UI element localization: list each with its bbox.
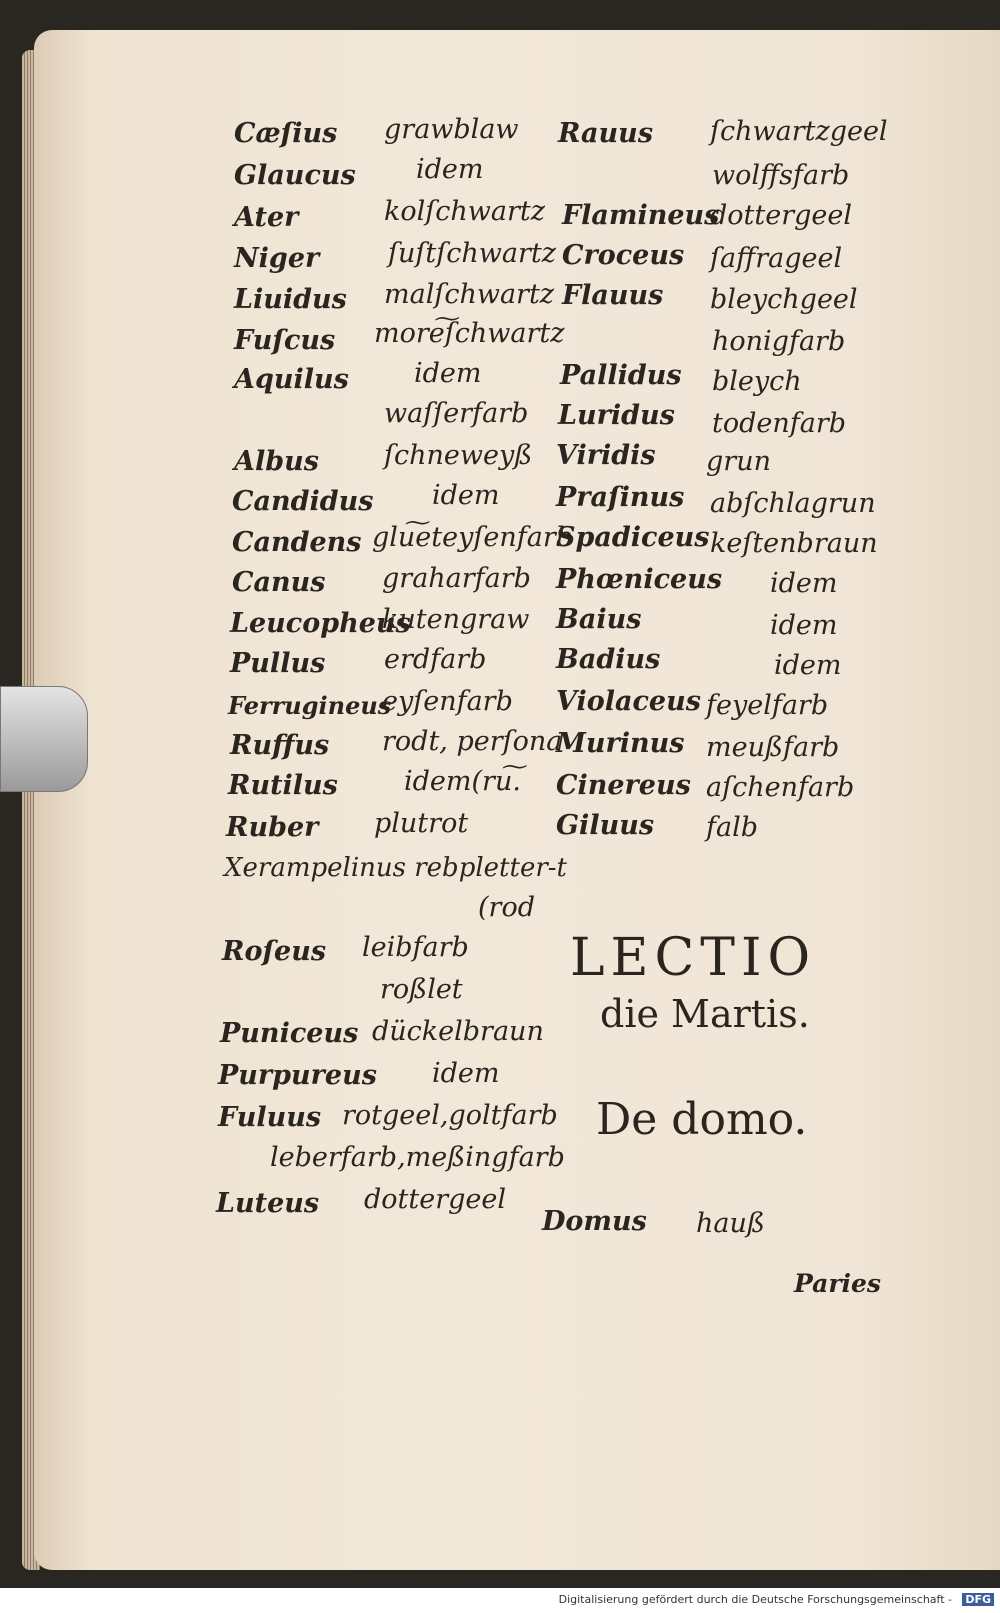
latin-word: Candens (232, 527, 362, 558)
german-word: ſchwartzgeel (710, 116, 888, 147)
german-word: idem (432, 480, 500, 511)
german-word: idem (770, 568, 838, 599)
dfg-logo-icon: DFG (962, 1593, 994, 1606)
german-word: ſaffrageel (710, 243, 843, 274)
latin-word: Liuidus (234, 284, 347, 315)
latin-word: Purpureus (218, 1060, 377, 1091)
german-word: malſchwartz (384, 279, 555, 310)
german-word: plutrot (374, 808, 469, 839)
german-word: kutengraw (382, 604, 530, 635)
latin-word: Cæſius (234, 118, 338, 149)
latin-word: Flauus (562, 280, 664, 311)
german-word: keſtenbraun (710, 528, 878, 559)
german-word: dückelbraun (372, 1016, 544, 1047)
latin-word: Glaucus (234, 160, 356, 191)
german-word: todenfarb (712, 408, 847, 439)
german-word: grun (706, 446, 771, 477)
latin-word: Murinus (556, 728, 685, 759)
german-word: erdfarb (384, 644, 487, 675)
german-word: honigfarb (712, 326, 846, 357)
latin-word: Cinereus (556, 770, 691, 801)
latin-word: Puniceus (220, 1018, 359, 1049)
german-word: falb (706, 812, 759, 843)
footer-text: Digitalisierung gefördert durch die Deutsche Forschungsgemeinschaft - (558, 1593, 952, 1606)
latin-word: Flamineus (562, 200, 720, 231)
german-word: graharfarb (382, 563, 531, 594)
german-word: leibfarb (362, 932, 469, 963)
latin-word: Pallidus (560, 360, 682, 391)
german-word: dottergeel (364, 1184, 507, 1215)
latin-word: Leucopheus (230, 608, 411, 639)
section-title: De domo. (596, 1094, 808, 1145)
latin-word: Violaceus (556, 686, 701, 717)
german-word: eyſenfarb (382, 686, 513, 717)
german-word: rotgeel,goltfarb (342, 1100, 558, 1131)
latin-word: Luteus (216, 1188, 320, 1219)
latin-word: Ruffus (230, 730, 330, 761)
german-word: roßlet (380, 974, 463, 1005)
german-word: rodt, perſona (382, 726, 563, 757)
bookmark-clip (0, 686, 88, 792)
german-word: kolſchwartz (384, 196, 545, 227)
german-word: idem (416, 154, 484, 185)
lectio-title: LECTIO (570, 928, 817, 988)
german-word: bleychgeel (710, 284, 858, 315)
latin-word: Viridis (556, 440, 656, 471)
german-word: abſchlagrun (710, 488, 876, 519)
latin-word: Albus (234, 446, 319, 477)
german-word: idem (414, 358, 482, 389)
lectio-subtitle: die Martis. (600, 992, 810, 1036)
german-word: idem(ru͠. (404, 766, 521, 797)
continuation-text: (rod (478, 892, 535, 923)
german-word: wolffsfarb (712, 160, 850, 191)
catchword: Paries (794, 1269, 881, 1298)
latin-word: Phœniceus (556, 564, 723, 595)
latin-word: Fuluus (218, 1102, 322, 1133)
german-word: ſchneweyß (384, 440, 533, 471)
latin-word: Rutilus (228, 770, 338, 801)
german-word: idem (432, 1058, 500, 1089)
latin-word: Aquilus (234, 364, 349, 395)
german-word: leberfarb,meßingfarb (270, 1142, 565, 1173)
latin-word: Luridus (558, 400, 675, 431)
german-word: more͠ſchwartz (374, 318, 565, 349)
latin-word: Ferrugineus (228, 691, 392, 720)
latin-word: Candidus (232, 486, 374, 517)
latin-word: Giluus (556, 810, 655, 841)
latin-word: Croceus (562, 240, 685, 271)
latin-word: Pullus (230, 648, 326, 679)
latin-word: Roſeus (222, 936, 327, 967)
digitization-footer (0, 1588, 1000, 1613)
german-word: hauß (696, 1208, 765, 1239)
german-word: dottergeel (710, 200, 853, 231)
latin-word: Ater (234, 202, 299, 233)
german-word: waſſerfarb (384, 398, 529, 429)
german-word: idem (770, 610, 838, 641)
latin-word: Baius (556, 604, 642, 635)
german-word: grawblaw (384, 114, 519, 145)
latin-word: Canus (232, 567, 326, 598)
german-word: bleych (712, 366, 802, 397)
xerampelinus-line: Xerampelinus rebpletter-t (224, 853, 567, 883)
german-word: glu͠eteyſenfarb (372, 522, 574, 553)
latin-word: Fuſcus (234, 325, 336, 356)
latin-word: Rauus (558, 118, 654, 149)
latin-word: Praſinus (556, 482, 685, 513)
latin-word: Spadiceus (556, 522, 710, 553)
latin-word: Niger (234, 243, 320, 274)
german-word: feyelfarb (706, 690, 829, 721)
german-word: idem (774, 650, 842, 681)
german-word: aſchenfarb (706, 772, 855, 803)
german-word: ſuſtſchwartz (388, 238, 556, 269)
latin-word: Domus (542, 1206, 647, 1237)
german-word: meußfarb (706, 732, 840, 763)
latin-word: Badius (556, 644, 661, 675)
latin-word: Ruber (226, 812, 319, 843)
